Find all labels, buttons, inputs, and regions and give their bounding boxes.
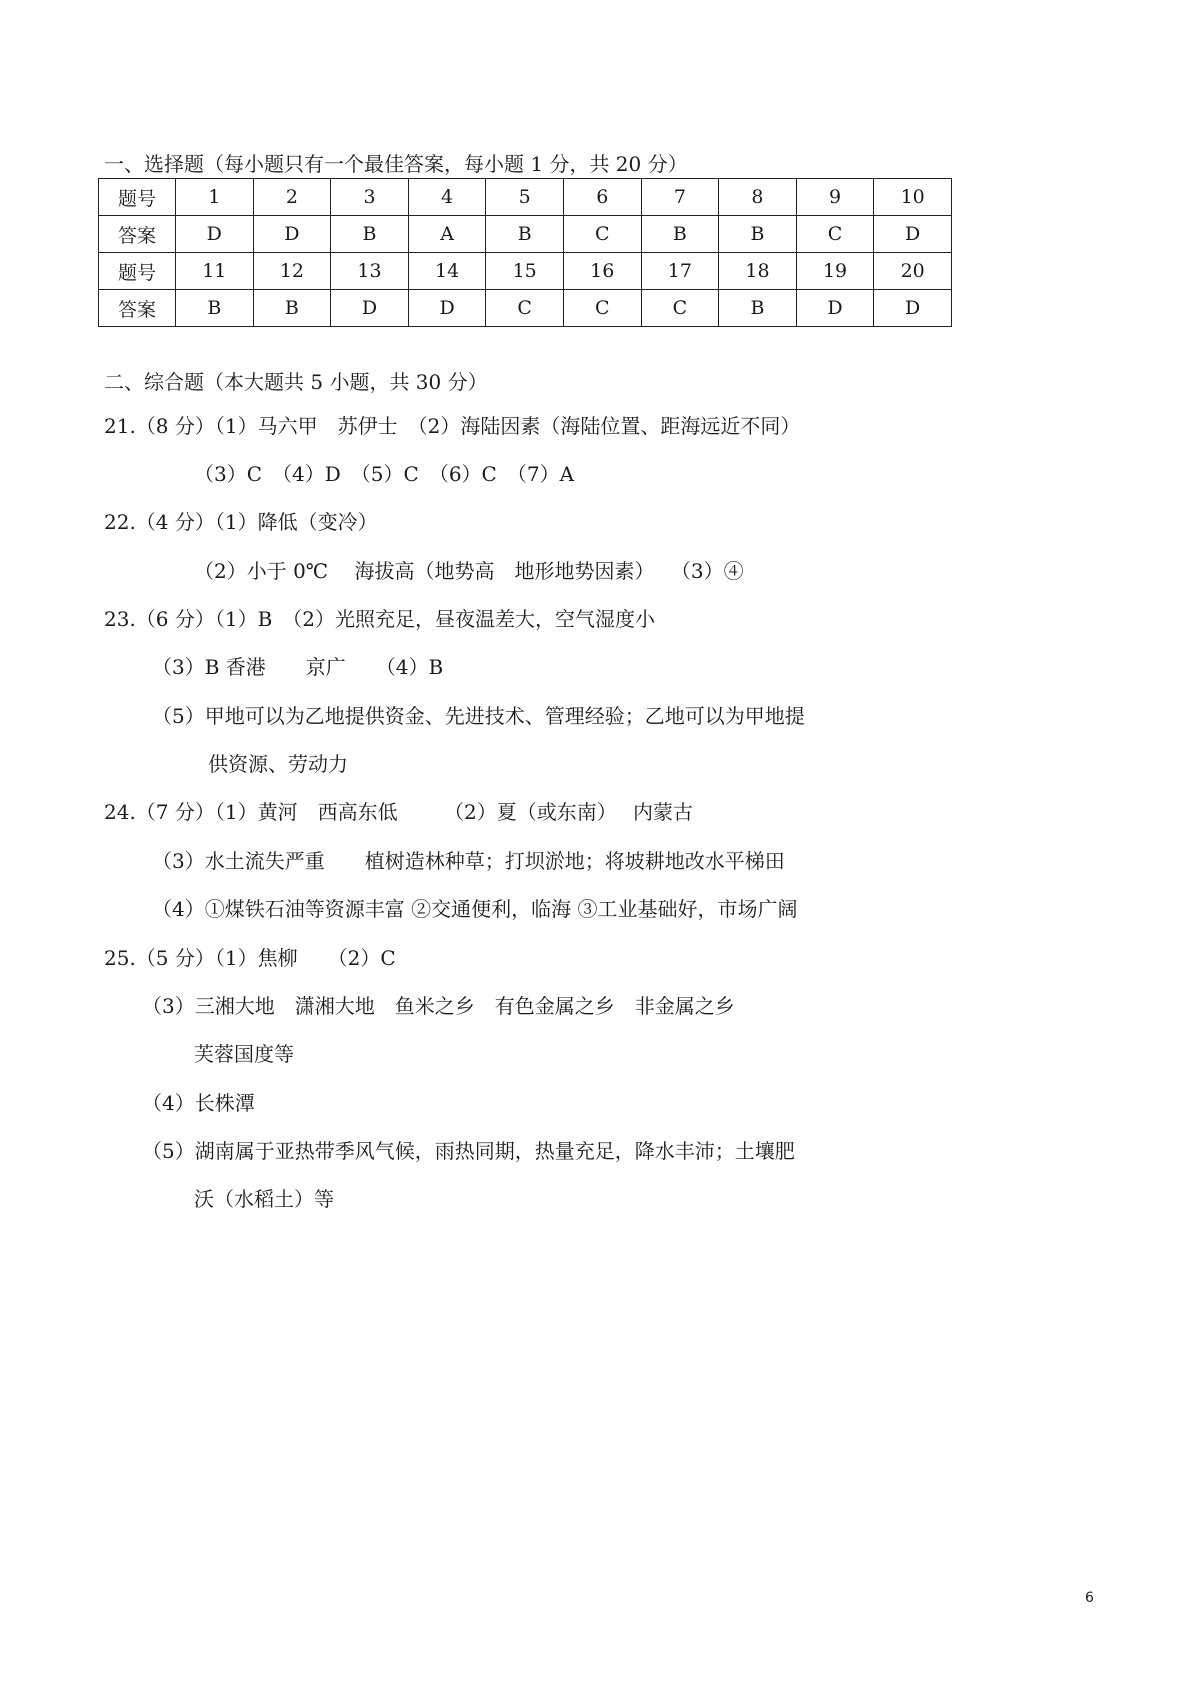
table-cell: 8 (719, 179, 797, 216)
table-cell: C (641, 290, 719, 327)
table-cell: D (331, 290, 409, 327)
table-cell: C (563, 290, 641, 327)
table-cell: 2 (253, 179, 331, 216)
q24-line-1: 24.（7 分）（1）黄河 西高东低 （2）夏（或东南） 内蒙古 (104, 800, 694, 824)
section2-title: 二、综合题（本大题共 5 小题，共 30 分） (104, 370, 488, 394)
table-cell: 1 (176, 179, 254, 216)
table-cell: 9 (796, 179, 874, 216)
table-cell: 答案 (99, 216, 176, 253)
table-cell: 10 (874, 179, 952, 216)
table-cell: D (176, 216, 254, 253)
table-cell: 20 (874, 253, 952, 290)
table-cell: A (408, 216, 486, 253)
table-cell: 7 (641, 179, 719, 216)
table-cell: B (176, 290, 254, 327)
table-cell: 6 (563, 179, 641, 216)
table-cell: 11 (176, 253, 254, 290)
table-cell: 12 (253, 253, 331, 290)
q23-line-1: 23.（6 分）（1）B （2）光照充足，昼夜温差大，空气湿度小 (104, 607, 656, 631)
table-cell: C (563, 216, 641, 253)
table-cell: 19 (796, 253, 874, 290)
table-row (99, 253, 952, 290)
table-cell: B (719, 290, 797, 327)
table-cell: D (253, 216, 331, 253)
table-cell: B (641, 216, 719, 253)
q21-line-2: （3）C （4）D （5）C （6）C （7）A (194, 462, 575, 486)
table-cell: 3 (331, 179, 409, 216)
section1-title: 一、选择题（每小题只有一个最佳答案，每小题 1 分，共 20 分） (104, 152, 688, 176)
q25-line-1: 25.（5 分）（1）焦柳 （2）C (104, 946, 396, 970)
table-cell: D (874, 290, 952, 327)
q25-line-3: 芙蓉国度等 (194, 1042, 294, 1066)
table-cell: 4 (408, 179, 486, 216)
q21-line-1: 21.（8 分）（1）马六甲 苏伊士 （2）海陆因素（海陆位置、距海远近不同） (104, 414, 801, 438)
table-cell: 答案 (99, 290, 176, 327)
q25-line-5: （5）湖南属于亚热带季风气候，雨热同期，热量充足，降水丰沛；土壤肥 (142, 1139, 795, 1163)
table-cell: B (331, 216, 409, 253)
table-row (99, 290, 952, 327)
table-cell: 5 (486, 179, 564, 216)
table-cell: B (486, 216, 564, 253)
table-cell: 题号 (99, 253, 176, 290)
page-number: 6 (1085, 1590, 1094, 1606)
table-cell: B (719, 216, 797, 253)
table-cell: C (796, 216, 874, 253)
table-cell: 13 (331, 253, 409, 290)
table-row (99, 216, 952, 253)
table-cell: 18 (719, 253, 797, 290)
table-cell: B (253, 290, 331, 327)
table-cell: 题号 (99, 179, 176, 216)
q25-line-6: 沃（水稻土）等 (194, 1187, 334, 1211)
table-cell: 16 (563, 253, 641, 290)
q24-line-3: （4）①煤铁石油等资源丰富 ②交通便利，临海 ③工业基础好，市场广阔 (152, 897, 798, 921)
q22-line-1: 22.（4 分）（1）降低（变冷） (104, 510, 378, 534)
table-row (99, 179, 952, 216)
table-cell: 14 (408, 253, 486, 290)
table-cell: D (874, 216, 952, 253)
q23-line-3: （5）甲地可以为乙地提供资金、先进技术、管理经验；乙地可以为甲地提 (152, 704, 805, 728)
q25-line-2: （3）三湘大地 潇湘大地 鱼米之乡 有色金属之乡 非金属之乡 (142, 994, 735, 1018)
q23-line-4: 供资源、劳动力 (208, 752, 348, 776)
table-cell: C (486, 290, 564, 327)
table-cell: D (408, 290, 486, 327)
q25-line-4: （4）长株潭 (142, 1091, 255, 1115)
q23-line-2: （3）B 香港 京广 （4）B (152, 655, 444, 679)
answer-table (98, 178, 952, 327)
q24-line-2: （3）水土流失严重 植树造林种草；打坝淤地；将坡耕地改水平梯田 (152, 849, 785, 873)
table-cell: 15 (486, 253, 564, 290)
q22-line-2: （2）小于 0℃ 海拔高（地势高 地形地势因素） （3）④ (194, 559, 744, 583)
table-cell: D (796, 290, 874, 327)
table-cell: 17 (641, 253, 719, 290)
